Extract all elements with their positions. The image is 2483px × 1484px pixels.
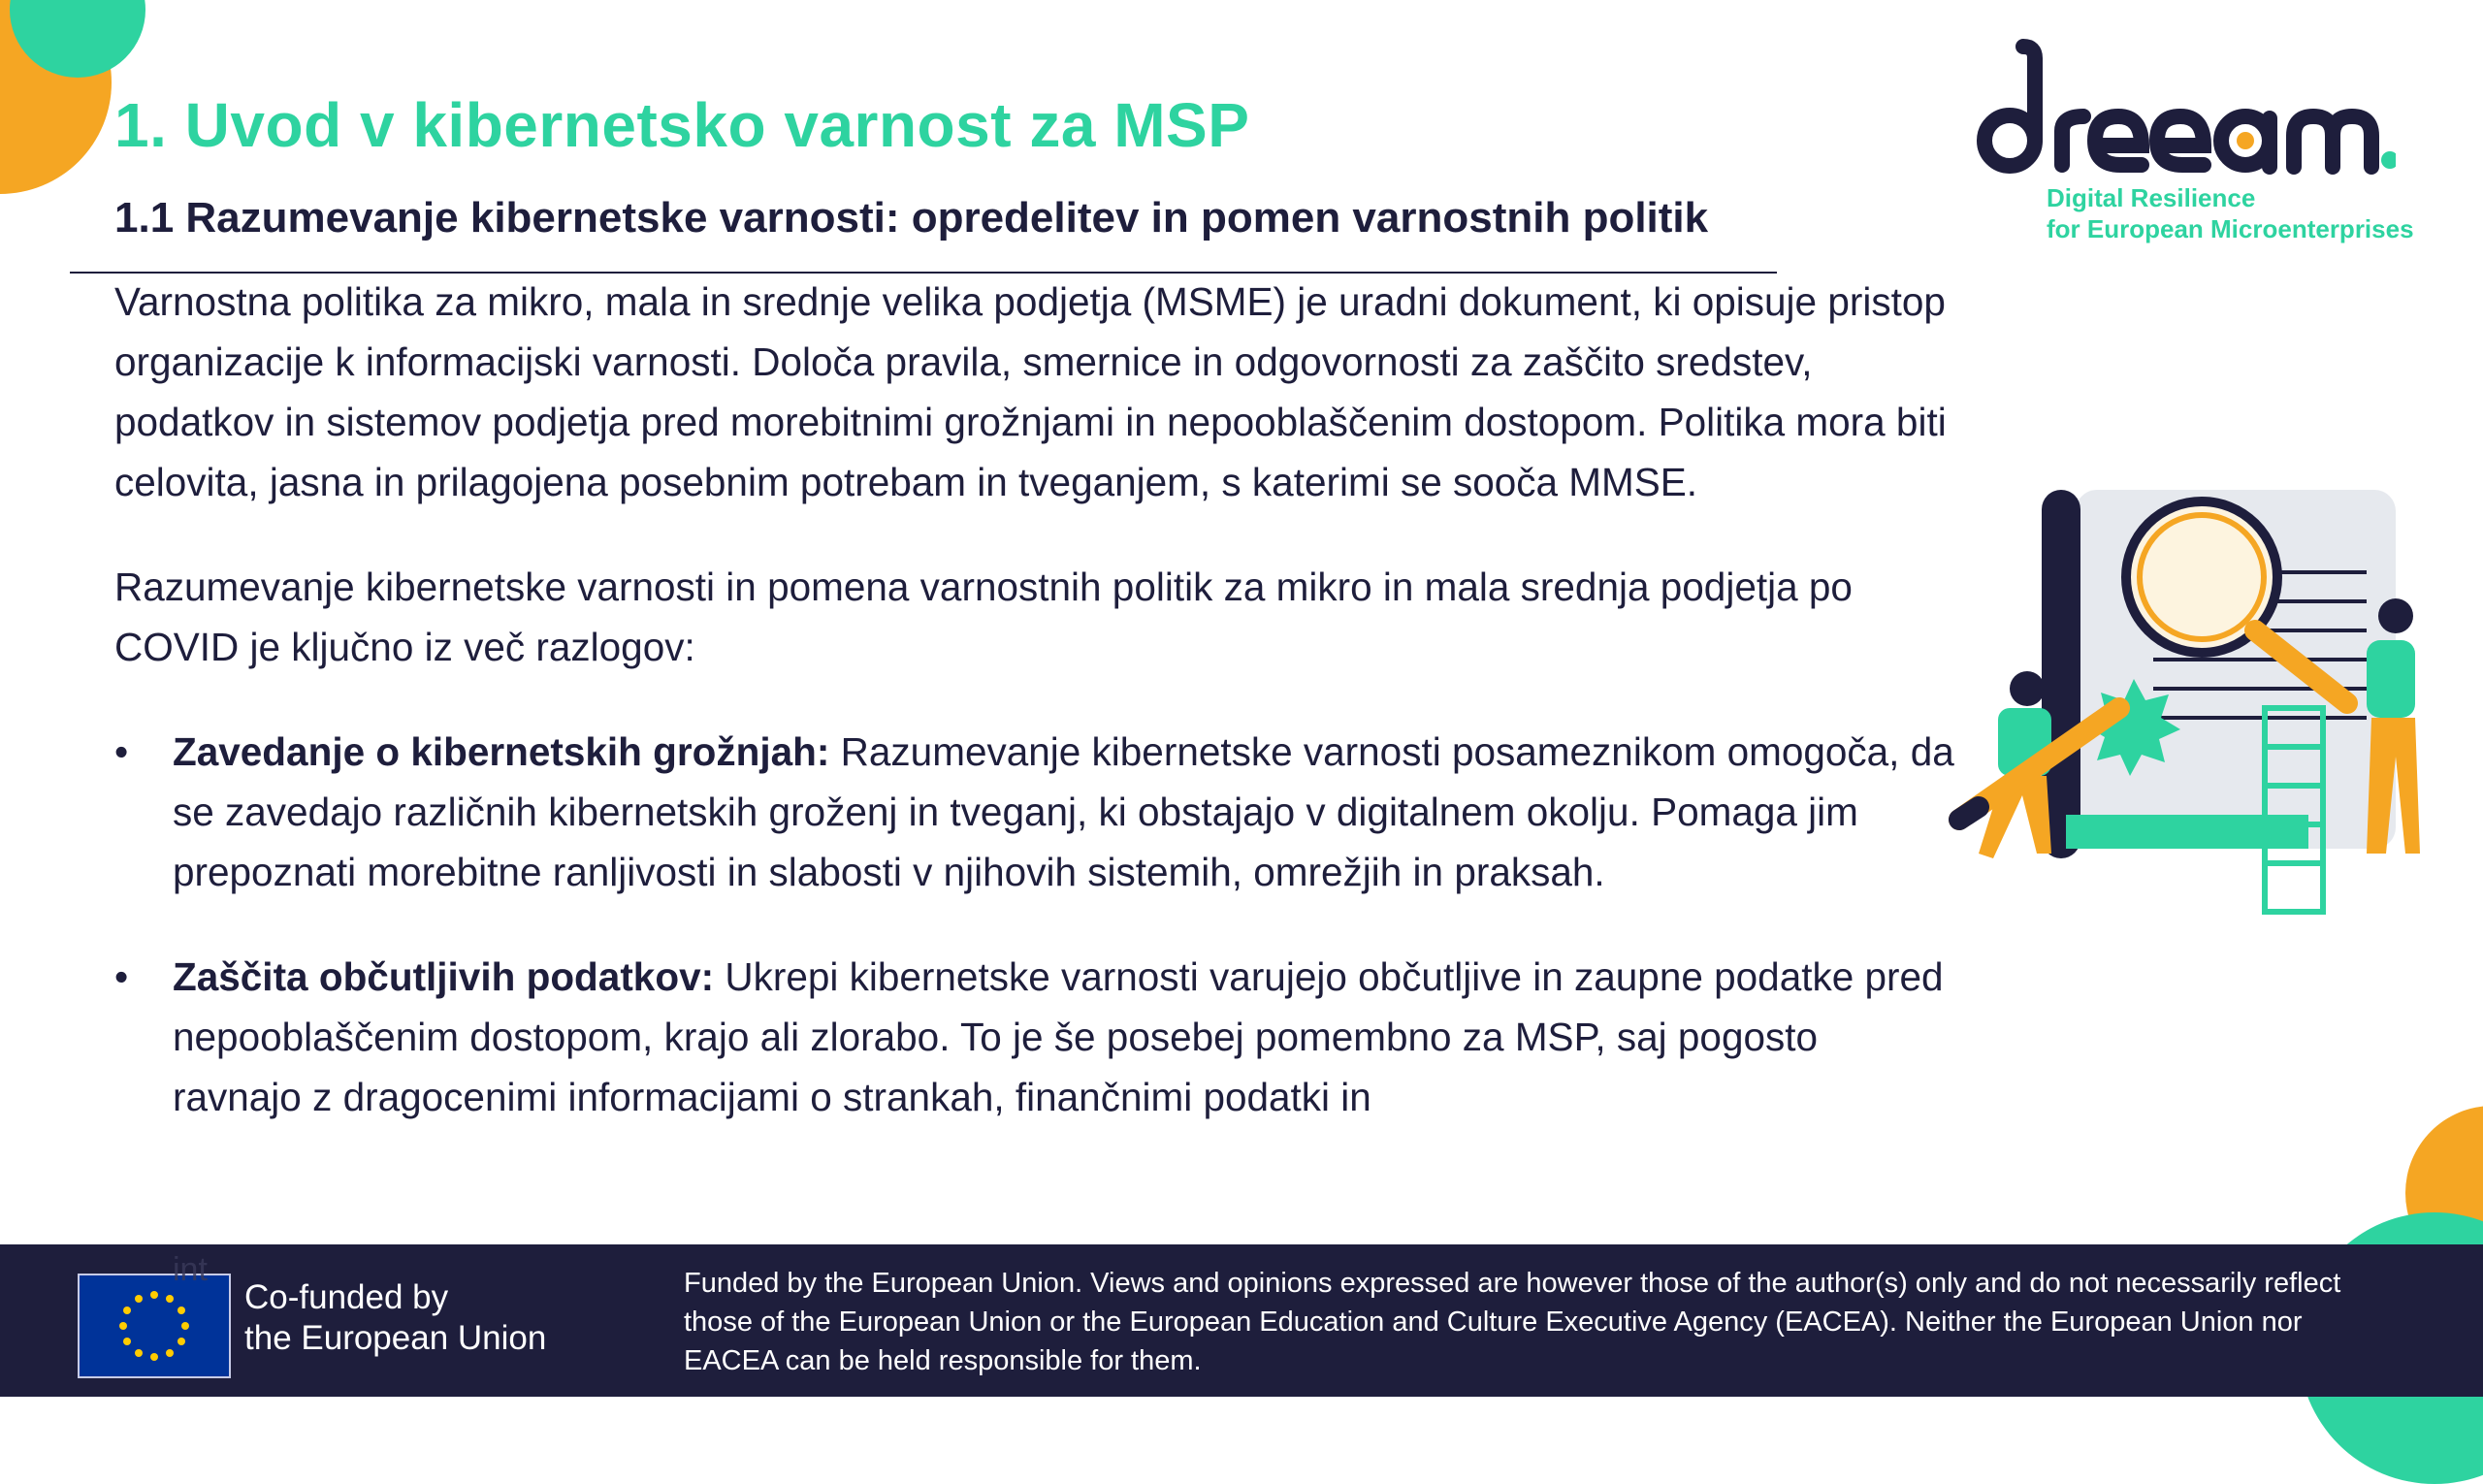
cofunded-line2: the European Union (244, 1319, 547, 1357)
slide-body (114, 272, 1957, 1242)
dream-logo (1959, 39, 2414, 252)
logo-tagline-line2: for European Microenterprises (2047, 214, 2414, 243)
bullet-marker: • (114, 954, 129, 999)
logo-tagline (2047, 182, 2414, 244)
cofunded-label (244, 1277, 546, 1359)
list-item (114, 722, 1957, 902)
list-item-text: Ukrepi kibernetske varnosti varujejo občutljive in zaupne podatke pred nepooblaščenim dostopom, krajo ali zlorabo. To je še posebej pomembno za MSP, saj pogosto ravnajo z dragocenimi informacijami o strankah, finančnimi podatki in (173, 954, 1944, 1119)
funding-disclaimer: Funded by the European Union. Views and opinions expressed are however those of the author(s) only and do not necessarily reflect those of the European Union or the European Education and Culture Executive Agency (EACEA). Neither the European Union nor EACEA can be held responsible for them. (684, 1268, 2341, 1376)
list-item-heading: Zaščita občutljivih podatkov: (173, 954, 715, 999)
security-illustration (1940, 485, 2425, 931)
list-item (114, 947, 1957, 1127)
slide-title: 1. Uvod v kibernetsko varnost za MSP (114, 90, 1250, 160)
paragraph-reasons: Razumevanje kibernetske varnosti in pomena varnostnih politik za mikro in mala srednja podjetja po COVID je ključno iz več razlogov: (114, 565, 1853, 669)
dream-wordmark (1959, 39, 2396, 175)
logo-tagline-line1: Digital Resilience (2047, 183, 2256, 212)
footer-bar (0, 1244, 2483, 1397)
overflow-text-fragment: int (173, 1251, 208, 1288)
slide-subtitle: 1.1 Razumevanje kibernetske varnosti: opredelitev in pomen varnostnih politik (114, 194, 1709, 242)
list-item-text: Razumevanje kibernetske varnosti posameznikom omogoča, da se zavedajo različnih kibernetskih groženj in tveganj, ki obstajajo v digitalnem okolju. Pomaga jim prepoznati morebitne ranljivosti in slabosti v njihovih sistemih, omrežjih in praksah. (173, 729, 1954, 894)
bullet-list (114, 722, 1957, 1127)
eu-flag-icon (78, 1274, 231, 1378)
list-item-heading: Zavedanje o kibernetskih grožnjah: (173, 729, 830, 774)
cofunded-line1: Co-funded by (244, 1278, 449, 1316)
bullet-marker: • (114, 729, 129, 774)
paragraph-intro: Varnostna politika za mikro, mala in srednje velika podjetja (MSME) je uradni dokument, ki opisuje pristop organizacije k informacijski varnosti. Določa pravila, smernice in odgovornosti za zaščito sredstev, podatkov in sistemov podjetja pred morebitnimi grožnjami in nepooblaščenim dostopom. Politika mora biti celovita, jasna in prilagojena posebnim potrebam in tveganjem, s katerimi se sooča MMSE. (114, 279, 1947, 504)
